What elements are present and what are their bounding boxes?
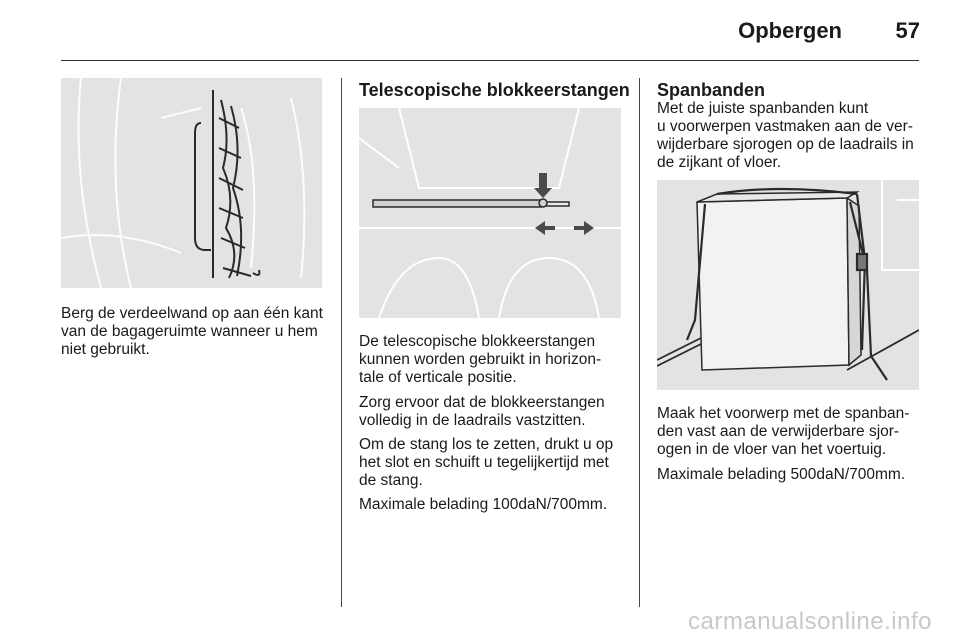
column-divider [341,78,342,607]
page-number: 57 [895,18,920,43]
col2-paragraph-3: Om de stang los te zetten, drukt u op het slot en schuift u tegelijkertijd met de stang. [359,436,614,489]
luggage-net-partition-illustration [61,78,322,288]
col1-paragraph: Berg de verdeelwand op aan één kant van de bagageruimte wanneer u hem niet gebruikt. [61,305,323,358]
column-divider [639,78,640,607]
watermark: carmanualsonline.info [688,608,932,635]
section-heading-telescopic: Telescopische blokkeerstangen [359,80,630,100]
col2-paragraph-4: Maximale belading 100daN/700mm. [359,496,608,513]
header-rule [61,60,919,61]
page-title: Opbergen [738,18,842,43]
section-heading-straps: Spanbanden [657,80,766,100]
col3-intro: Met de juiste spanbanden kunt u voorwerpen vastmaken aan de ver- wijderbare sjorogen op de laadrails in de zijkant of vloer. [657,100,914,171]
col3-paragraph-1: Maak het voorwerp met de spanban- den vast aan de verwijderbare sjor- ogen in de vloer van het voertuig. [657,405,910,458]
col2-paragraph-2: Zorg ervoor dat de blokkeerstangen volledig in de laadrails vastzitten. [359,394,605,429]
tie-down-straps-illustration [657,180,919,390]
col2-paragraph-1: De telescopische blokkeerstangen kunnen worden gebruikt in horizon- tale of verticale positie. [359,333,602,386]
col3-paragraph-2: Maximale belading 500daN/700mm. [657,466,906,483]
telescopic-locking-bar-illustration [359,108,621,318]
